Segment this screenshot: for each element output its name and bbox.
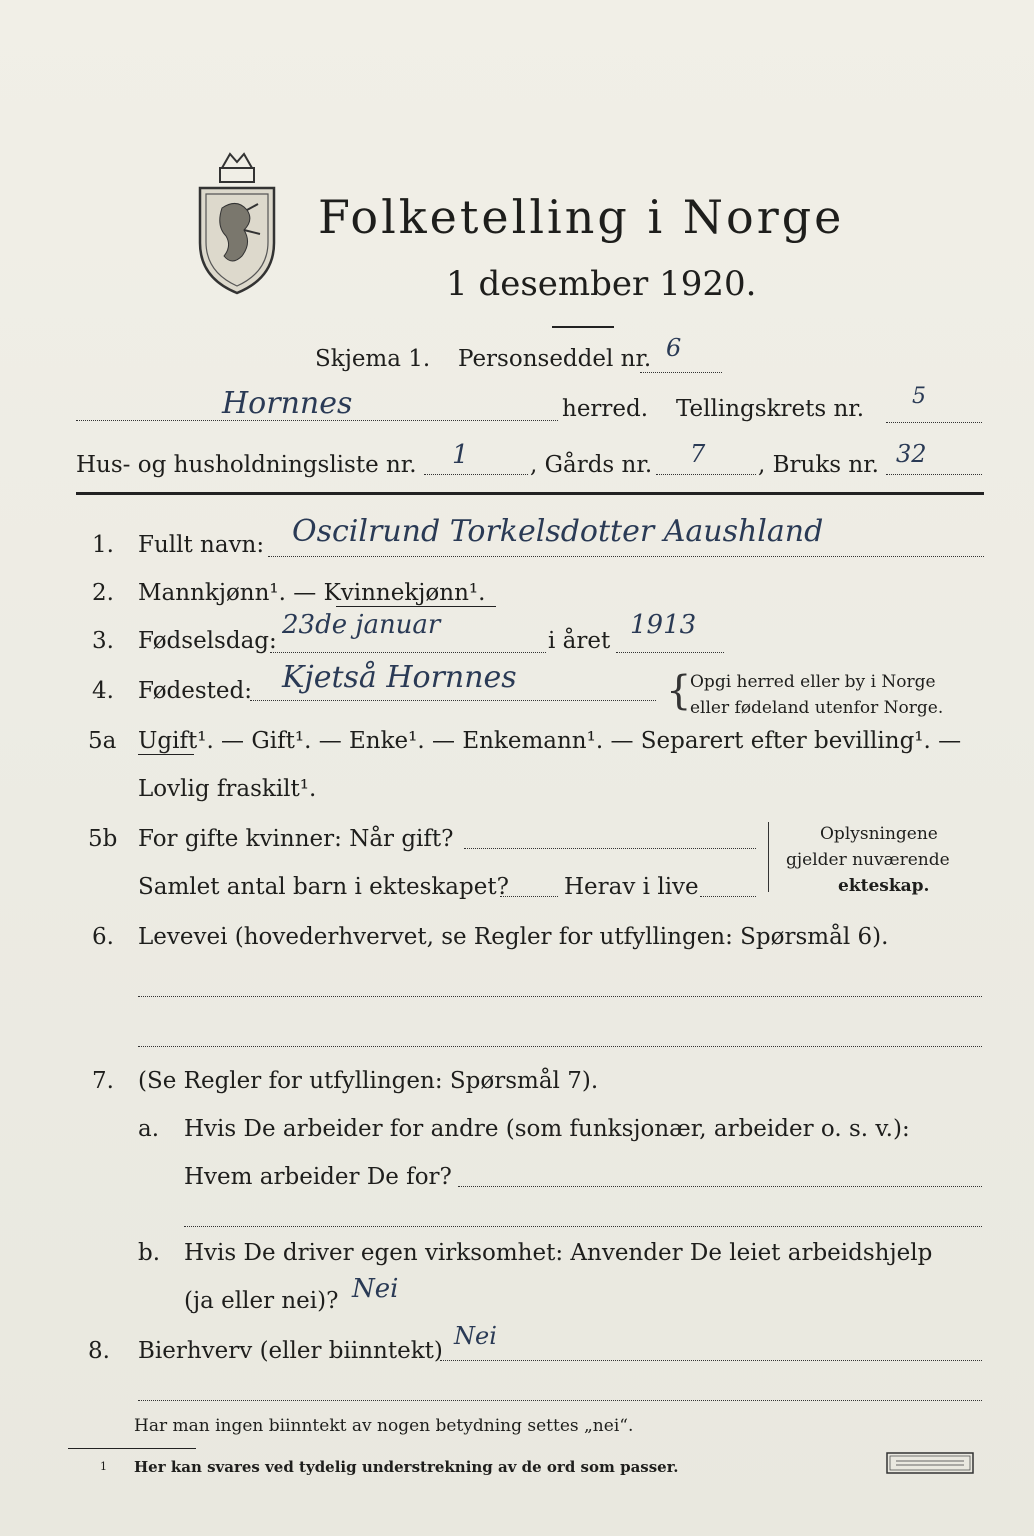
q5b-number: 5b (88, 826, 118, 852)
married-when-line (464, 848, 756, 849)
title-divider (552, 326, 614, 328)
q5a-number: 5a (88, 728, 117, 754)
side-income-value[interactable]: Nei (454, 1322, 497, 1350)
q7a-line2: Hvem arbeider De for? (184, 1164, 452, 1190)
q7b-line1: Hvis De driver egen virksomhet: Anvender De leiet arbeidshjelp (184, 1240, 933, 1266)
skjema-label: Skjema 1. (315, 346, 431, 372)
employer-line-2 (184, 1226, 982, 1227)
q5b-line1: For gifte kvinner: Når gift? (138, 826, 454, 852)
gards-line (656, 474, 756, 475)
q5b-note-line1: Oplysningene (820, 824, 938, 844)
herred-label: herred. (562, 396, 649, 422)
q7-label: (Se Regler for utfyllingen: Spørsmål 7). (138, 1068, 599, 1094)
q3-number: 3. (92, 628, 114, 654)
q4-number: 4. (92, 678, 114, 704)
hus-label: Hus- og husholdningsliste nr. (76, 452, 417, 478)
birthday-value[interactable]: 23de januar (282, 610, 441, 640)
coat-of-arms-icon (192, 148, 282, 298)
herred-value[interactable]: Hornnes (222, 386, 353, 421)
birthplace-line (250, 700, 656, 701)
q4-label: Fødested: (138, 678, 253, 704)
side-income-line-2 (138, 1400, 982, 1401)
footer-note: Har man ingen biinntekt av nogen betydning settes „nei“. (134, 1416, 634, 1436)
bruks-label: , Bruks nr. (758, 452, 879, 478)
year-line (616, 652, 724, 653)
full-name-value[interactable]: Oscilrund Torkelsdotter Aaushland (292, 514, 824, 549)
tellingskrets-value[interactable]: 5 (912, 384, 926, 409)
birthday-line (270, 652, 546, 653)
employer-line-1 (458, 1186, 982, 1187)
marital-status-options-2[interactable]: Lovlig fraskilt¹. (138, 776, 317, 802)
gender-options[interactable]: Mannkjønn¹. — Kvinnekjønn¹. (138, 580, 486, 606)
form-title: Folketelling i Norge (318, 190, 845, 244)
ugift-underline (138, 754, 194, 755)
q5b-note-line3: ekteskap. (838, 876, 930, 896)
tellingskrets-label: Tellingskrets nr. (676, 396, 865, 422)
q6-number: 6. (92, 924, 114, 950)
q4-note-line1: Opgi herred eller by i Norge (690, 672, 936, 692)
q1-line (268, 556, 984, 557)
footnote-rule (68, 1448, 196, 1449)
q5b-line2a: Samlet antal barn i ekteskapet? (138, 874, 509, 900)
q8-label: Bierhverv (eller biinntekt) (138, 1338, 443, 1364)
tellingskrets-line (886, 422, 982, 423)
children-alive-line (700, 896, 756, 897)
q1-label: Fullt navn: (138, 532, 265, 558)
children-total-line (500, 896, 558, 897)
gards-label: , Gårds nr. (530, 452, 653, 478)
personseddel-label: Personseddel nr. (458, 346, 652, 372)
bruks-value[interactable]: 32 (896, 440, 927, 468)
bruks-line (886, 474, 982, 475)
q7a-line1: Hvis De arbeider for andre (som funksjonær, arbeider o. s. v.): (184, 1116, 910, 1142)
printer-stamp-icon (886, 1452, 974, 1474)
q3-label: Fødselsdag: (138, 628, 277, 654)
q7-number: 7. (92, 1068, 114, 1094)
personseddel-value[interactable]: 6 (666, 334, 682, 362)
q5b-bracket (768, 822, 771, 892)
footnote-text: Her kan svares ved tydelig understrekning av de ord som passer. (134, 1458, 679, 1476)
header-rule (76, 492, 984, 495)
marital-status-options[interactable]: Ugift¹. — Gift¹. — Enke¹. — Enkemann¹. — Separert efter bevilling¹. — (138, 728, 962, 754)
year-label: i året (548, 628, 611, 654)
hus-line (424, 474, 528, 475)
q7b-line2: (ja eller nei)? (184, 1288, 339, 1314)
gards-value[interactable]: 7 (690, 440, 706, 468)
q8-number: 8. (88, 1338, 110, 1364)
footnote-mark: 1 (100, 1460, 107, 1473)
q2-number: 2. (92, 580, 114, 606)
birth-year-value[interactable]: 1913 (630, 610, 697, 640)
q4-note-line2: eller fødeland utenfor Norge. (690, 698, 944, 718)
occupation-line-1 (138, 996, 982, 997)
q1-number: 1. (92, 532, 114, 558)
hired-help-value[interactable]: Nei (352, 1274, 399, 1304)
occupation-line-2 (138, 1046, 982, 1047)
birthplace-value[interactable]: Kjetså Hornnes (282, 660, 517, 695)
personseddel-line (640, 372, 722, 373)
census-date: 1 desember 1920. (446, 264, 757, 304)
q5b-line2b: Herav i live (564, 874, 699, 900)
hus-value[interactable]: 1 (452, 440, 469, 470)
q5b-note-line2: gjelder nuværende (786, 850, 950, 870)
kvinnekjonn-underline (336, 606, 496, 607)
q4-brace: { (666, 668, 692, 714)
q7a-letter: a. (138, 1116, 160, 1142)
q6-label: Levevei (hovederhvervet, se Regler for utfyllingen: Spørsmål 6). (138, 924, 889, 950)
q7b-letter: b. (138, 1240, 161, 1266)
side-income-line-1 (440, 1360, 982, 1361)
